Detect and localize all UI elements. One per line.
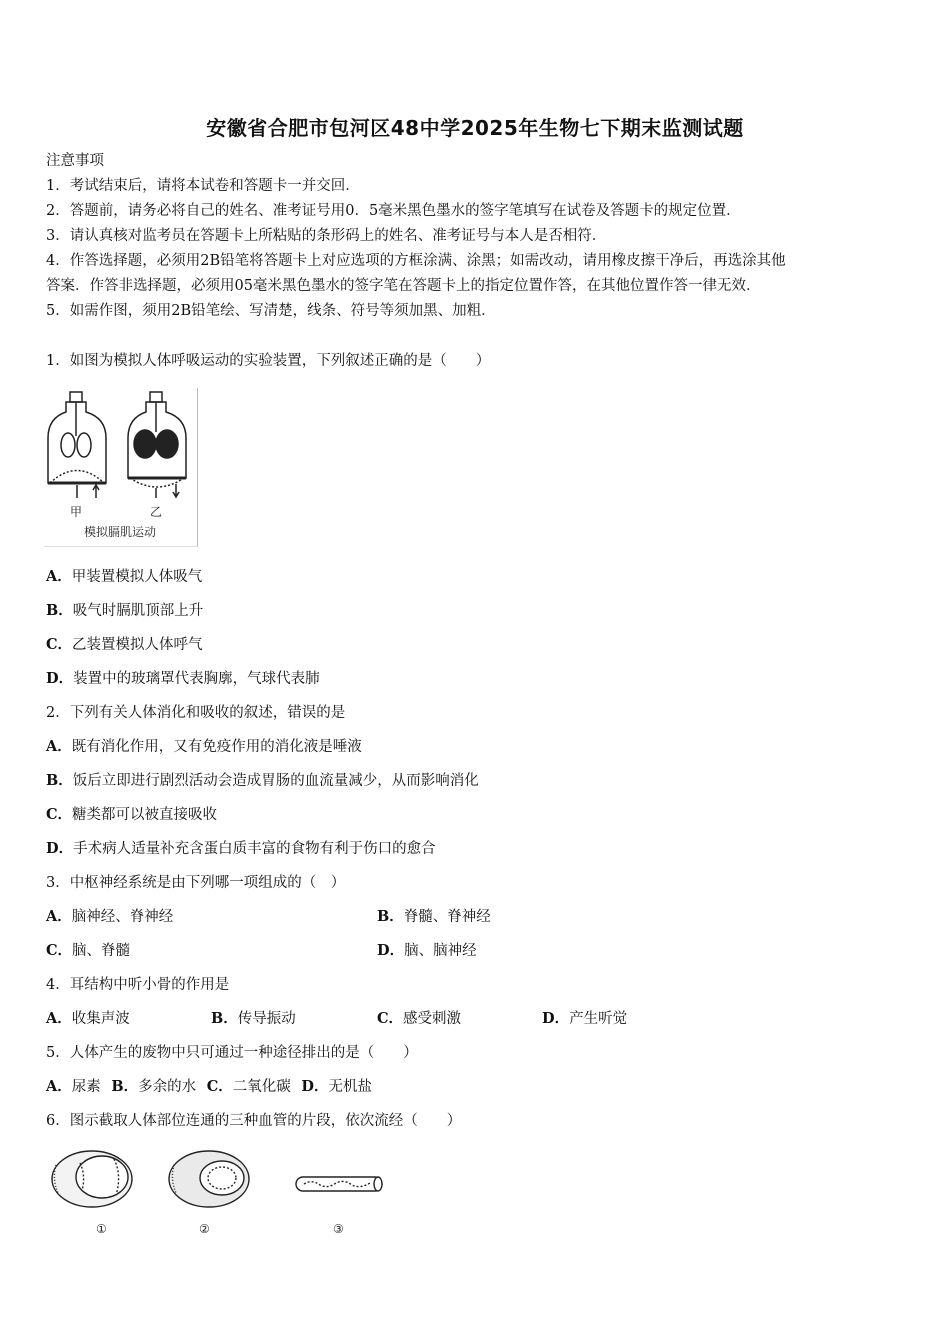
breathing-model-figure — [44, 388, 198, 547]
notice-item-5: 5．如需作图，须用2B铅笔绘、写清楚，线条、符号等须加黑、加粗． — [46, 303, 496, 319]
q5-options-row: A．尿素 B．多余的水 C．二氧化碳 D．无机盐 — [46, 1078, 372, 1095]
blood-vessels-diagram — [44, 1145, 394, 1245]
notice-item-4: 4．作答选择题，必须用2B铅笔将答题卡上对应选项的方框涂满、涂黑；如需改动，请用橡皮擦干净后，再选涂其他 — [46, 253, 786, 269]
q4-option-c: C．感受刺激 — [377, 1010, 462, 1027]
notice-item-4-cont: 答案．作答非选择题，必须用05毫米黑色墨水的签字笔在答题卡上的指定位置作答，在其他位置作答一律无效． — [46, 278, 761, 294]
q4-option-d: D．产生听觉 — [542, 1010, 628, 1027]
q3-option-a: A．脑神经、脊神经 — [46, 908, 174, 925]
figure-caption: 模拟膈肌运动 — [84, 525, 157, 539]
blood-vessel-figure — [44, 1145, 394, 1245]
q1-option-a: A．甲装置模拟人体吸气 — [46, 568, 203, 585]
q4-option-b: B．传导振动 — [211, 1010, 296, 1027]
vessel-2-label: ② — [199, 1222, 210, 1236]
jar-b-label: 乙 — [150, 505, 163, 519]
q1-option-c: C．乙装置模拟人体呼气 — [46, 636, 203, 653]
notice-item-2: 2．答题前，请务必将自己的姓名、准考证号用0．5毫米黑色墨水的签字笔填写在试卷及答题卡的规定位置． — [46, 203, 741, 219]
q2-option-b: B．饭后立即进行剧烈活动会造成胃肠的血流量减少，从而影响消化 — [46, 772, 479, 789]
vessel-2-illustration — [169, 1151, 249, 1207]
vessel-1-label: ① — [96, 1222, 107, 1236]
q2-option-a: A．既有消化作用，又有免疫作用的消化液是唾液 — [46, 738, 362, 755]
jar-b-illustration — [128, 392, 186, 498]
question-2-stem: 2．下列有关人体消化和吸收的叙述，错误的是 — [46, 705, 346, 721]
jar-a-label: 甲 — [70, 505, 83, 519]
question-1-stem: 1．如图为模拟人体呼吸运动的实验装置，下列叙述正确的是（ ） — [46, 353, 491, 369]
q3-option-c: C．脑、脊髓 — [46, 942, 131, 959]
notice-item-1: 1．考试结束后，请将本试卷和答题卡一并交回． — [46, 178, 360, 194]
question-5-stem: 5．人体产生的废物中只可通过一种途径排出的是（ ） — [46, 1045, 418, 1061]
notice-item-3: 3．请认真核对监考员在答题卡上所粘贴的条形码上的姓名、准考证号与本人是否相符． — [46, 228, 607, 244]
q4-option-a: A．收集声波 — [46, 1010, 130, 1027]
q3-option-b: B．脊髓、脊神经 — [377, 908, 491, 925]
question-6-stem: 6．图示截取人体部位连通的三种血管的片段，依次流经（ ） — [46, 1113, 462, 1129]
question-4-stem: 4．耳结构中听小骨的作用是 — [46, 977, 230, 993]
page-title: 安徽省合肥市包河区48中学2025年生物七下期末监测试题 — [206, 116, 744, 140]
q2-option-d: D．手术病人适量补充含蛋白质丰富的食物有利于伤口的愈合 — [46, 840, 436, 857]
bell-jar-diagram — [44, 388, 197, 546]
q1-option-b: B．吸气时膈肌顶部上升 — [46, 602, 204, 619]
vessel-3-label: ③ — [333, 1222, 344, 1236]
q3-option-d: D．脑、脑神经 — [377, 942, 477, 959]
question-3-stem: 3．中枢神经系统是由下列哪一项组成的（ ） — [46, 875, 346, 891]
vessel-1-illustration — [52, 1151, 132, 1207]
vessel-3-illustration — [296, 1177, 382, 1191]
jar-a-illustration — [48, 392, 106, 498]
notice-heading: 注意事项 — [46, 153, 104, 169]
q2-option-c: C．糖类都可以被直接吸收 — [46, 806, 218, 823]
q1-option-d: D．装置中的玻璃罩代表胸廓，气球代表肺 — [46, 670, 320, 687]
